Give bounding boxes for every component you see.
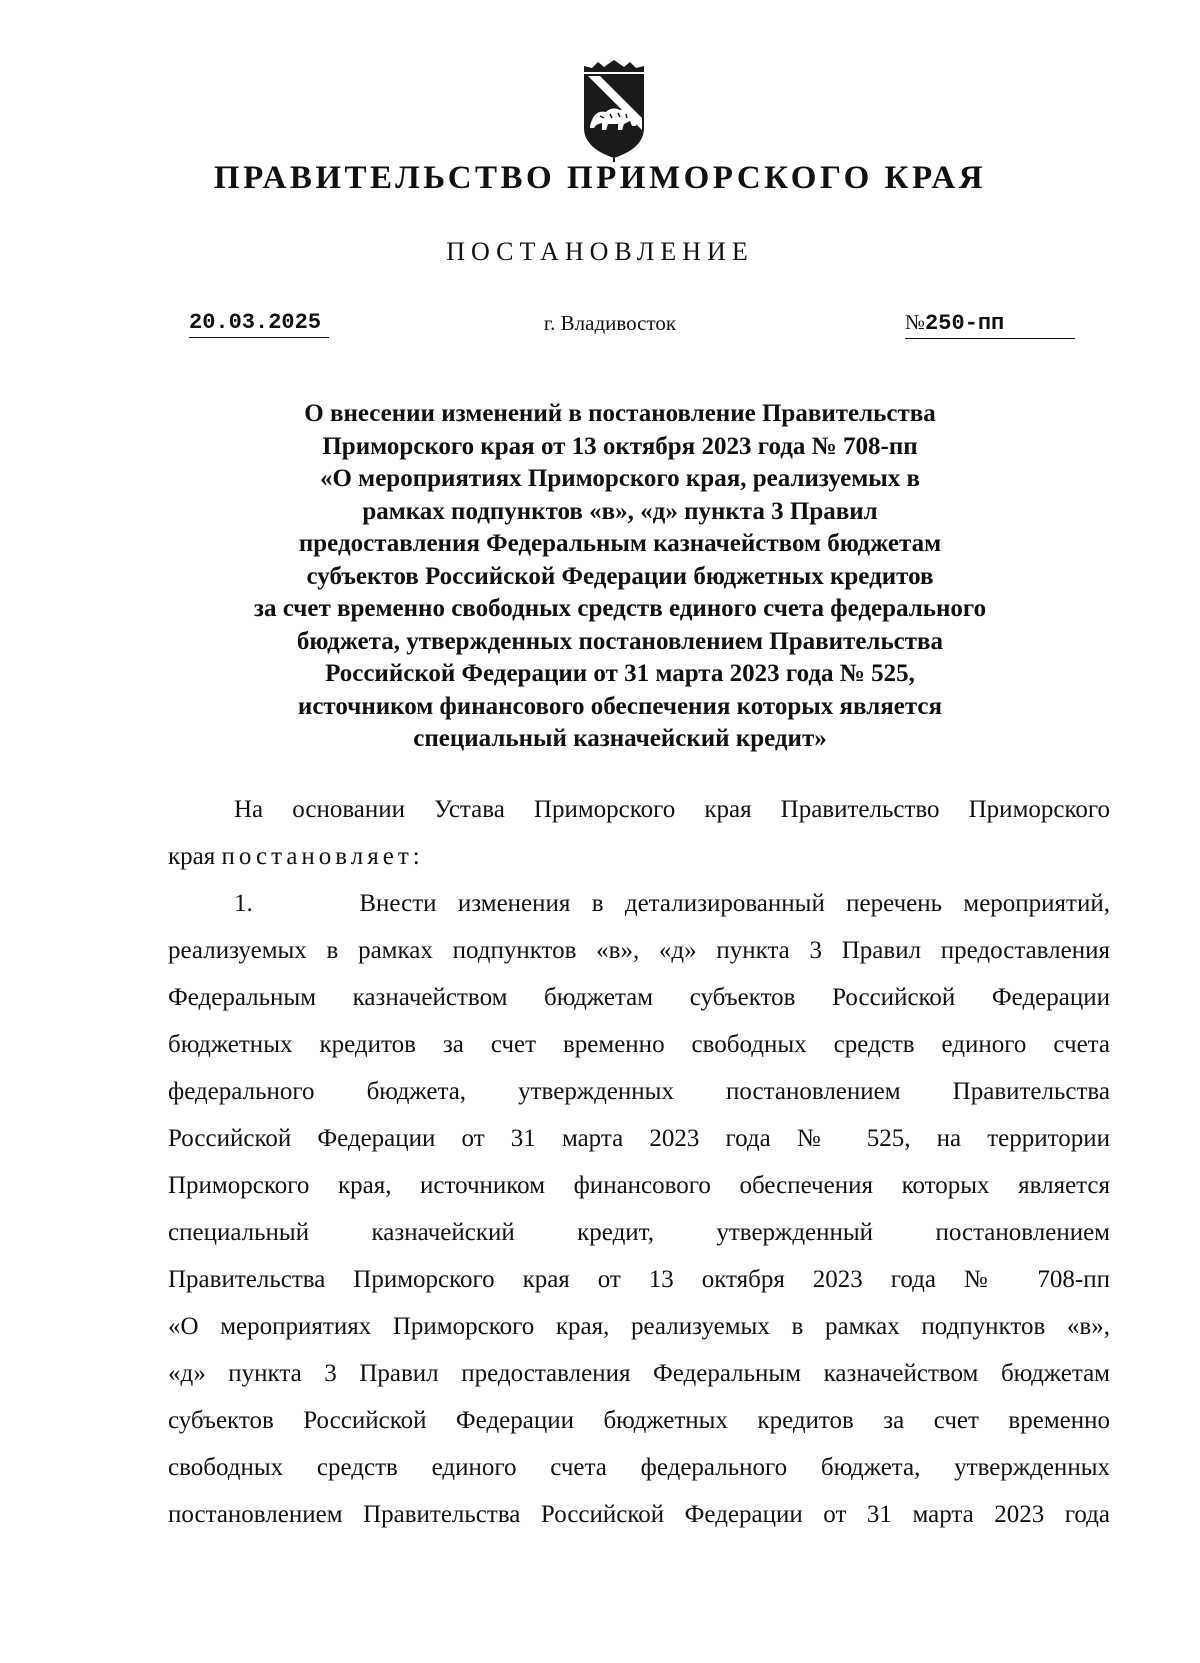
title-line: «О мероприятиях Приморского края, реализуемых в (319, 465, 921, 492)
title-line: источником финансового обеспечения которых является (297, 692, 943, 720)
number-prefix: № (905, 310, 926, 334)
paragraph-line: бюджетных кредитов за счет временно свободных средств единого счета (168, 1031, 1110, 1058)
preamble-line (168, 833, 1110, 880)
title-line: за счет временно свободных средств единого счета федерального (253, 595, 987, 622)
title-line: рамках подпунктов «в», «д» пункта 3 Правил (362, 497, 878, 525)
title-line: О внесении изменений в постановление Правительства (304, 400, 936, 427)
paragraph-line: «О мероприятиях Приморского края, реализуемых в рамках подпунктов «в», (168, 1313, 1110, 1340)
document-body (168, 786, 1110, 1538)
paragraph-line: постановлением Правительства Российской Федерации от 31 марта 2023 года (168, 1501, 1110, 1528)
coat-of-arms-icon (578, 58, 650, 162)
title-line: субъектов Российской Федерации бюджетных кредитов (306, 562, 934, 590)
number-value: 250-пп (925, 311, 1005, 336)
paragraph-line: Правительства Приморского края от 13 октября 2023 года № 708-пп (168, 1266, 1110, 1293)
paragraph-line: Российской Федерации от 31 марта 2023 года № 525, на территории (168, 1125, 1110, 1152)
resolves-word: постановляет: (221, 843, 424, 870)
title-line: Приморского края от 13 октября 2023 года № 708-пп (322, 432, 918, 460)
document-date: 20.03.2025 (189, 310, 329, 338)
title-line: Российской Федерации от 31 марта 2023 года № 525, (325, 660, 915, 687)
preamble-line: На основании Устава Приморского края Правительство Приморского (234, 796, 1110, 823)
title-line: бюджета, утвержденных постановлением Правительства (296, 627, 944, 655)
title-line: предоставления Федеральным казначейством бюджетам (298, 530, 942, 557)
document-number (905, 310, 1075, 339)
title-line: специальный казначейский кредит» (413, 725, 827, 752)
paragraph-line: федерального бюджета, утвержденных постановлением Правительства (168, 1078, 1110, 1105)
preamble-start: края (168, 843, 216, 870)
paragraph-line: свободных средств единого счета федерального бюджета, утвержденных (168, 1454, 1110, 1481)
paragraph-line: субъектов Российской Федерации бюджетных кредитов за счет временно (168, 1407, 1110, 1434)
document-city: г. Владивосток (543, 311, 677, 335)
organization-name: ПРАВИТЕЛЬСТВО ПРИМОРСКОГО КРАЯ (213, 160, 987, 196)
paragraph-line: реализуемых в рамках подпунктов «в», «д» пункта 3 Правил предоставления (168, 937, 1110, 964)
paragraph-line: Федеральным казначейством бюджетам субъектов Российской Федерации (168, 984, 1110, 1011)
document-type: ПОСТАНОВЛЕНИЕ (446, 237, 754, 266)
paragraph-line: специальный казначейский кредит, утвержденный постановлением (168, 1219, 1110, 1246)
paragraph-line: 1. Внести изменения в детализированный перечень мероприятий, (234, 890, 1110, 917)
document-title (180, 398, 1060, 756)
paragraph-line: «д» пункта 3 Правил предоставления Федеральным казначейством бюджетам (168, 1360, 1110, 1387)
paragraph-line: Приморского края, источником финансового обеспечения которых является (168, 1172, 1110, 1199)
